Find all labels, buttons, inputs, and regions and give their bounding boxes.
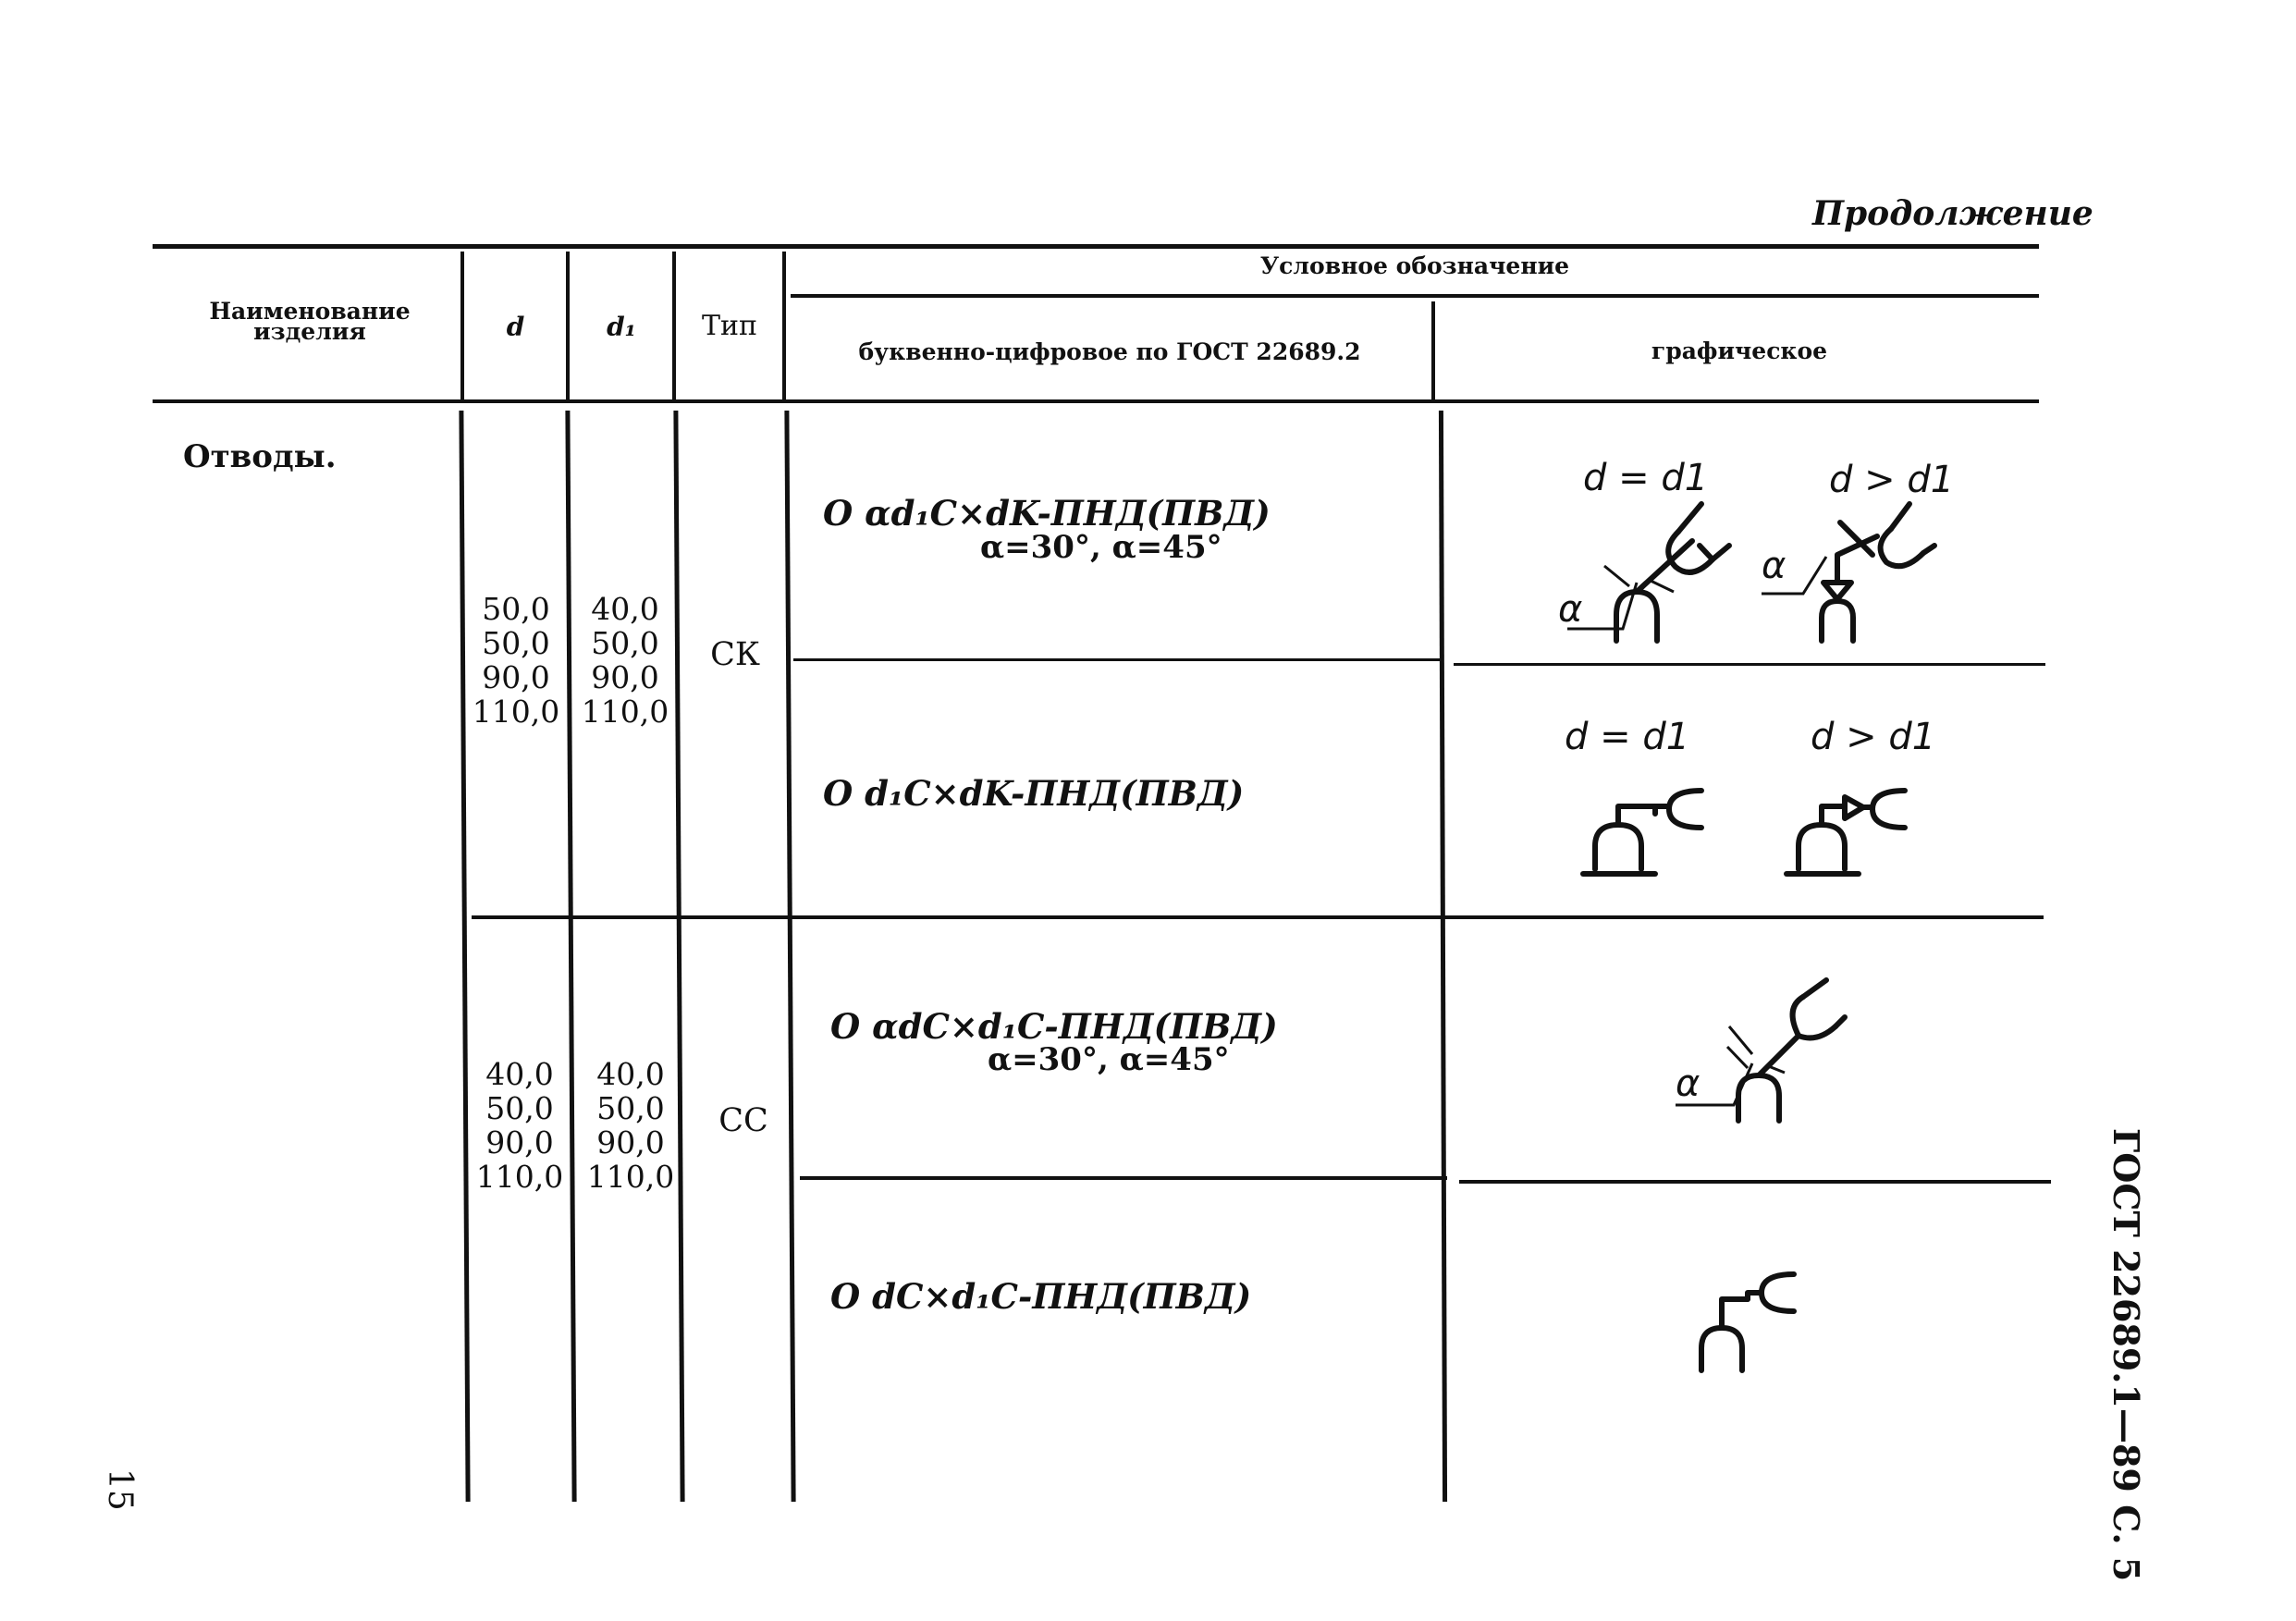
angled-bend-socket-icon <box>1558 504 1729 641</box>
group1-d1-value: 110,0 <box>581 694 669 730</box>
graphic-label-equal-1: d = d1 <box>1583 457 1709 499</box>
group2-type: СС <box>718 1102 768 1139</box>
product-name: Отводы. <box>183 438 337 475</box>
reducer-bend-icon <box>1786 791 1905 874</box>
header-graphic: графическое <box>1651 338 1828 364</box>
graphic-label-greater-1: d > d1 <box>1829 459 1955 501</box>
group2-d-value: 90,0 <box>485 1124 554 1160</box>
socket-bend-icon <box>1701 1274 1794 1370</box>
group1-d1-value: 90,0 <box>591 659 659 695</box>
bend-socket-icon <box>1583 791 1701 874</box>
standard-side-label: ГОСТ 22689.1—89 С. 5 <box>2106 1128 2147 1582</box>
designation-angles-3: α=30°, α=45° <box>988 1041 1230 1078</box>
group1-d-value: 50,0 <box>482 625 550 661</box>
group2-d-value: 40,0 <box>485 1056 554 1092</box>
group2-d-value: 110,0 <box>475 1159 564 1195</box>
designation-code-2: O d₁C×dK-ПНД(ПВД) <box>823 773 1245 814</box>
header-alphanumeric: буквенно-цифровое по ГОСТ 22689.2 <box>858 338 1361 365</box>
group1-type: СК <box>710 636 760 673</box>
group1-d1-value: 40,0 <box>591 591 659 627</box>
header-d1: d₁ <box>607 312 636 342</box>
designation-angles-1: α=30°, α=45° <box>980 529 1222 566</box>
graphic-label-greater-2: d > d1 <box>1811 716 1936 758</box>
svg-text:α: α <box>1676 1062 1701 1105</box>
group2-d1-value: 110,0 <box>586 1159 675 1195</box>
designation-code-1: O αd₁C×dK-ПНД(ПВД) <box>823 493 1271 534</box>
header-type: Тип <box>702 310 757 342</box>
group2-d1-value: 50,0 <box>596 1090 665 1126</box>
graphic-label-equal-2: d = d1 <box>1565 716 1690 758</box>
continuation-label: Продолжение <box>1812 194 2093 233</box>
designation-code-4: O dC×d₁C-ПНД(ПВД) <box>830 1276 1252 1317</box>
group2-d1-value: 40,0 <box>596 1056 665 1092</box>
svg-text:α: α <box>1558 588 1583 631</box>
header-designation: Условное обозначение <box>1259 252 1570 279</box>
angled-reducer-bend-icon <box>1762 504 1934 641</box>
page-number: 15 <box>101 1468 139 1511</box>
header-d: d <box>506 312 525 342</box>
group2-d-value: 50,0 <box>485 1090 554 1126</box>
svg-text:α: α <box>1762 545 1786 587</box>
group1-d-value: 110,0 <box>472 694 560 730</box>
header-product-name: Наименование изделия <box>209 298 411 345</box>
group2-d1-value: 90,0 <box>596 1124 665 1160</box>
angled-socket-bend-icon <box>1676 980 1845 1121</box>
group1-d-value: 90,0 <box>482 659 550 695</box>
group1-d1-value: 50,0 <box>591 625 659 661</box>
designation-code-3: O αdC×d₁C-ПНД(ПВД) <box>830 1006 1278 1047</box>
group1-d-value: 50,0 <box>482 591 550 627</box>
